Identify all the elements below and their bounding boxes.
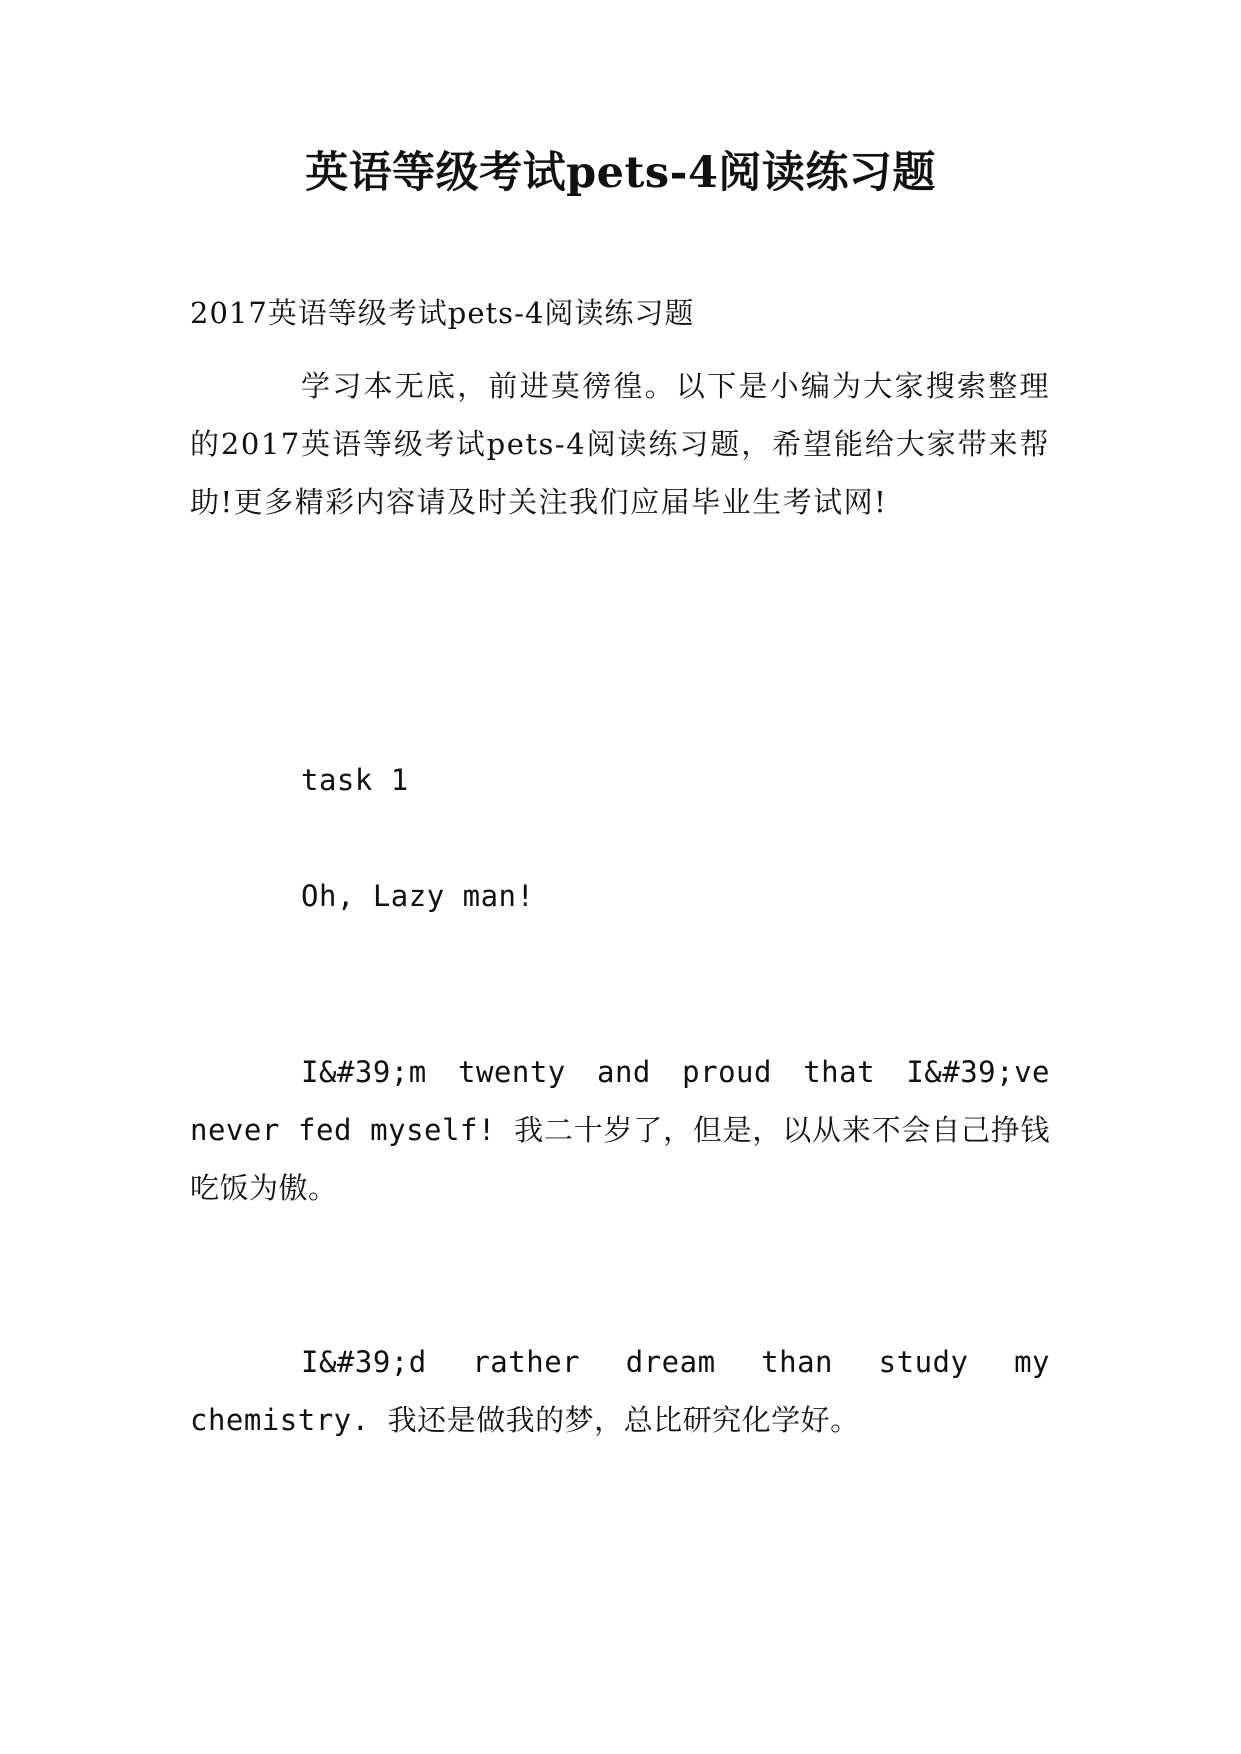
document-subtitle: 2017英语等级考试pets-4阅读练习题 <box>190 296 695 330</box>
document-title: 英语等级考试pets-4阅读练习题 <box>305 148 936 198</box>
passage-line-1 <box>190 1043 1050 1217</box>
passage-title: Oh, Lazy man! <box>301 879 535 913</box>
passage-line-1-chinese: 我二十岁了，但是，以从来不会自己挣钱吃饭为傲。 <box>190 1113 1050 1205</box>
passage-line-2-chinese: 我还是做我的梦，总比研究化学好。 <box>387 1403 860 1437</box>
passage-line-2 <box>190 1333 1050 1449</box>
intro-paragraph: 学习本无底，前进莫徬徨。以下是小编为大家搜索整理的2017英语等级考试pets-4阅读练习题，希望能给大家带来帮助!更多精彩内容请及时关注我们应届毕业生考试网! <box>190 369 1050 519</box>
task-label: task 1 <box>301 763 409 797</box>
passage-line-2-english: I&#39;d rather dream than study my chemistry. <box>190 1345 1050 1437</box>
passage-line-1-english: I&#39;m twenty and proud that I&#39;ve never fed myself! <box>190 1055 1050 1147</box>
